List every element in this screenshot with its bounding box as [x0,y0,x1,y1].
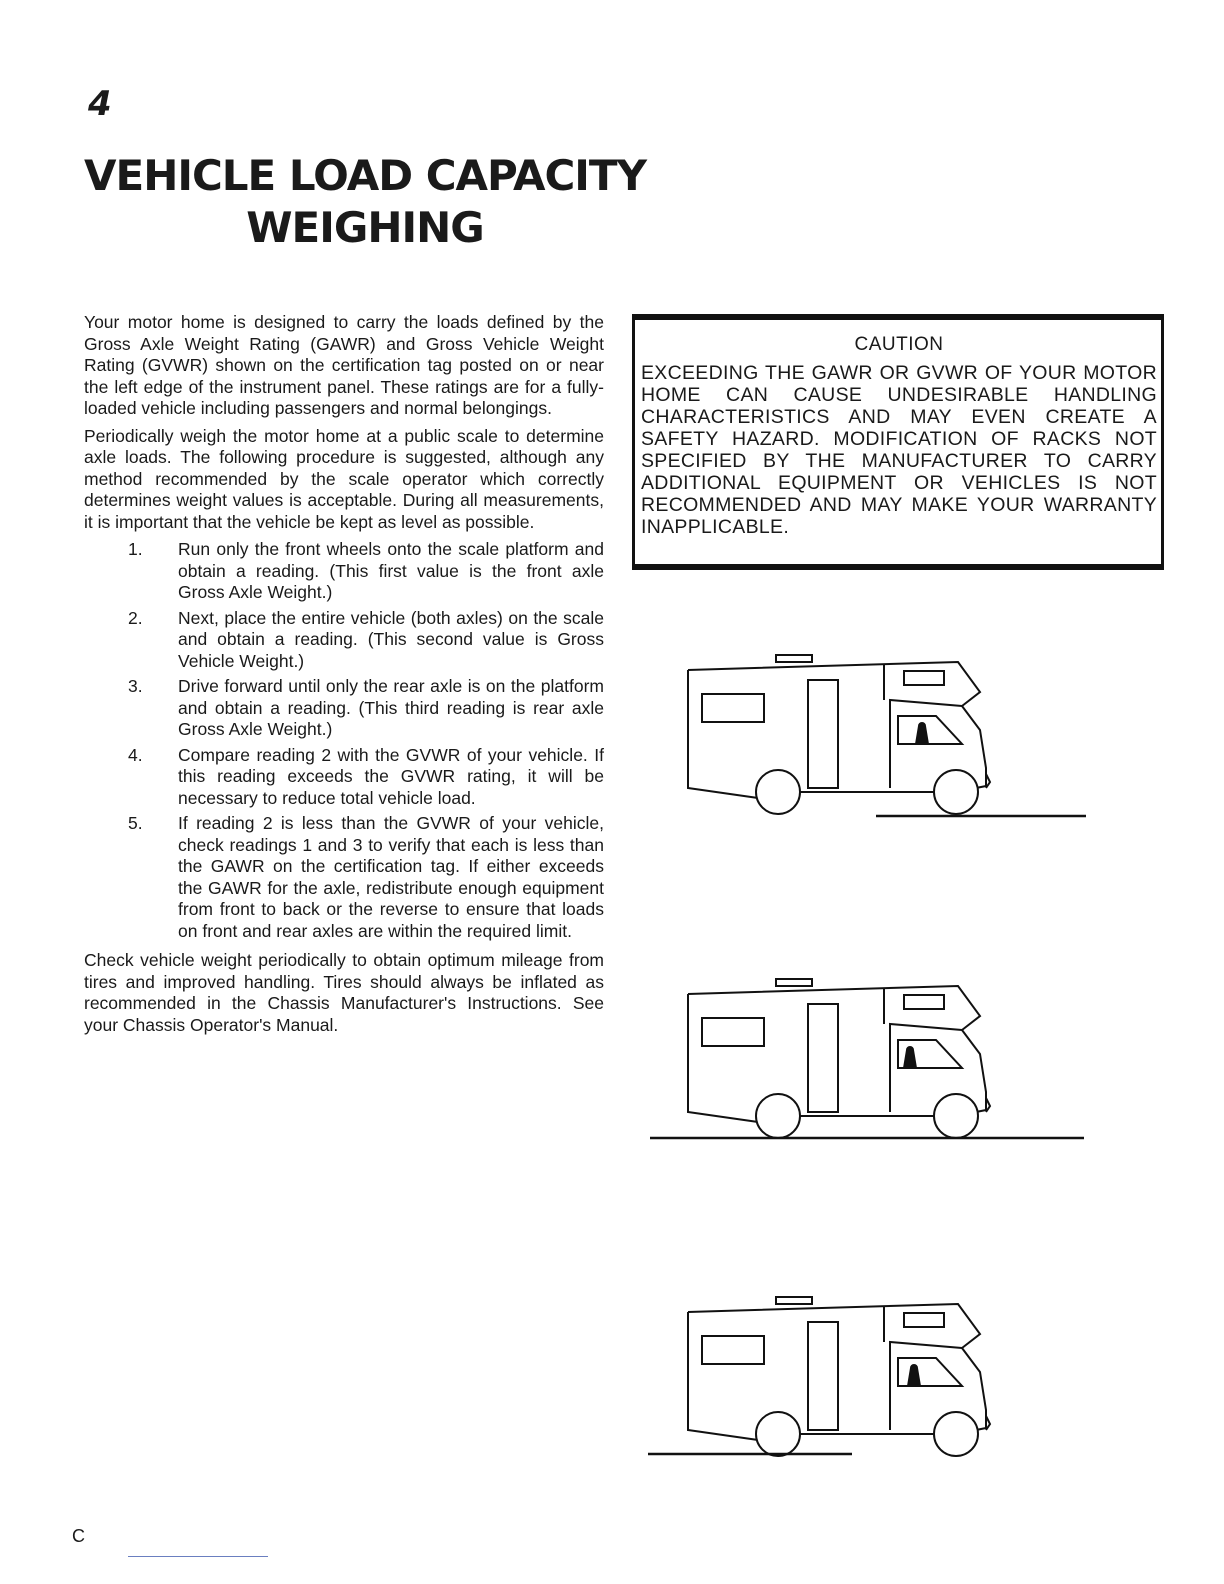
step-text: Next, place the entire vehicle (both axles) on the scale and obtain a reading. (This second value is Gross Vehicle Weight.) [178,607,604,671]
intro-paragraph-2: Periodically weigh the motor home at a public scale to determine axle loads. The following procedure is suggested, although any method recommended by the scale operator which correctly determines weight values is acceptable. During all measurements, it is important that the vehicle be kept as level as possible. [84,425,604,532]
step-number: 2. [128,607,143,628]
list-item [84,813,604,942]
step-number: 1. [128,539,143,559]
closing-paragraph: Check vehicle weight periodically to obtain optimum mileage from tires and improved handling. Tires should always be inflated as recommended in the Chassis Manufacturer's Instructions. See your Chassis Operator's Manual. [84,950,604,1035]
step-number: 5. [128,813,143,833]
step-number: 4. [128,744,143,765]
step-number: 3. [128,676,143,696]
body-text-column [84,312,604,1042]
title-line-1: VEHICLE LOAD CAPACITY [84,151,646,200]
page-title [40,150,690,254]
list-item [84,676,604,741]
step-text: Run only the front wheels onto the scale platform and obtain a reading. (This first value is the front axle Gross Axle Weight.) [178,539,604,602]
motorhome-both-axles-on-scale-illustration [640,964,1100,1154]
step-text: Compare reading 2 with the GVWR of your vehicle. If this reading exceeds the GVWR rating, it will be necessary to reduce total vehicle load. [178,744,604,808]
list-item [84,745,604,810]
page-number: 4 [88,84,112,124]
list-item [84,608,604,673]
caution-box [632,314,1164,570]
procedure-steps [84,539,604,942]
step-text: Drive forward until only the rear axle is on the platform and obtain a reading. (This third reading is rear axle Gross Axle Weight.) [178,676,604,739]
step-text: If reading 2 is less than the GVWR of your vehicle, check readings 1 and 3 to verify that each is less than the GAWR on the certification tag. If either exceeds the GAWR for the axle, redistribute enough equipment from front to back or the reverse to ensure that loads on front and rear axles are within the required limit. [178,813,604,941]
footer-mark: C [72,1526,85,1546]
list-item [84,539,604,604]
caution-text: EXCEEDING THE GAWR OR GVWR OF YOUR MOTOR HOME CAN CAUSE UNDESIRABLE HANDLING CHARACTERISTICS AND MAY EVEN CREATE A SAFETY HAZARD. MODIFICATION OF RACKS NOT SPECIFIED BY THE MANUFACTURER TO CARRY ADDITIONAL EQUIPMENT OR VEHICLES IS NOT RECOMMENDED AND MAY MAKE YOUR WARRANTY INAPPLICABLE. [641,362,1157,538]
title-line-2: WEIGHING [246,203,484,252]
footer-divider [128,1556,268,1557]
motorhome-rear-axle-on-scale-illustration [640,1282,1100,1472]
caution-title: CAUTION [854,334,944,355]
motorhome-front-axle-on-scale-illustration [640,640,1100,830]
intro-paragraph-1: Your motor home is designed to carry the loads defined by the Gross Axle Weight Rating (GAWR) and Gross Vehicle Weight Rating (GVWR) shown on the certification tag posted on or near the left edge of the instrument panel. These ratings are for a fully-loaded vehicle including passengers and normal belongings. [84,312,604,418]
